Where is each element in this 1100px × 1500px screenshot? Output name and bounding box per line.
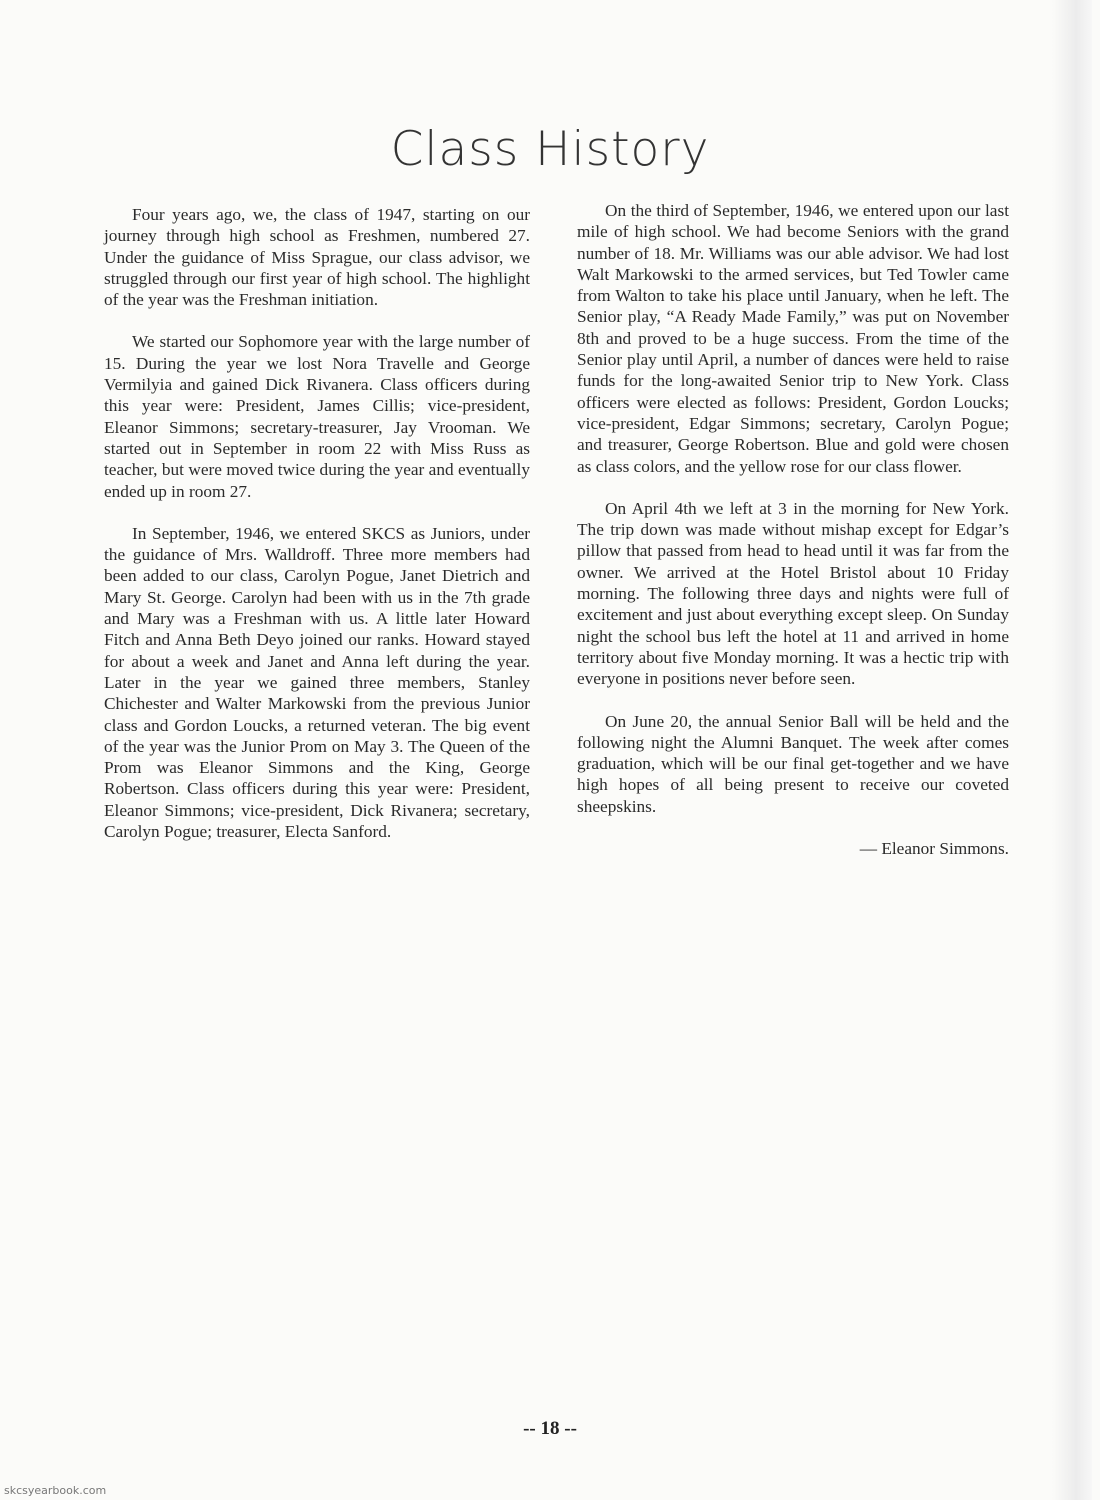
paragraph-junior: In September, 1946, we entered SKCS as Juniors, under the guidance of Mrs. Walldroff. Three more members had been added to our class, Carolyn Pogue, Janet Dietrich and Mary St. George. Carolyn had been with us in the 7th grade and Mary was a Freshman with us. A little later Howard Fitch and Anna Beth Deyo joined our ranks. Howard stayed for about a week and Janet and Anna left during the year. Later in the year we gained three members, Stanley Chichester and Walter Markowski from the previous Junior class and Gordon Loucks, a returned veteran. The big event of the year was the Junior Prom on May 3. The Queen of the Prom was Eleanor Simmons and the King, George Robertson. Class officers during this year were: President, Eleanor Simmons; vice-president, Dick Rivanera; secretary, Carolyn Pogue; treasurer, Electa Sanford.	[104, 523, 530, 842]
paragraph-senior: On the third of September, 1946, we entered upon our last mile of high school. We had become Seniors with the grand number of 18. Mr. Williams was our able advisor. We had lost Walt Markowski to the armed services, but Ted Towler came from Walton to take his place until January, when he left. The Senior play, “A Ready Made Family,” was put on November 8th and proved to be a huge success. From the time of the Senior play until April, a number of dances were held to raise funds for the long-awaited Senior trip to New York. Class officers were elected as follows: President, Gordon Loucks; vice-president, Edgar Simmons; secretary, Carolyn Pogue; and treasurer, George Robertson. Blue and gold were chosen as class colors, and the yellow rose for our class flower.	[577, 201, 1009, 476]
page-number: -- 18 --	[523, 1418, 577, 1439]
paragraph-graduation: On June 20, the annual Senior Ball will be held and the following night the Alumni Banquet. The week after comes graduation, which will be our final get-together and we have high hopes of all being present to receive our coveted sheepskins.	[577, 711, 1009, 816]
paragraph-sophomore: We started our Sophomore year with the large number of 15. During the year we lost Nora Travelle and George Vermilyia and gained Dick Rivanera. Class officers during this year were: President, James Cillis; vice-president, Eleanor Simmons; secretary-treasurer, Jay Vrooman. We started out in September in room 22 with Miss Russ as teacher, but were moved twice during the year and eventually ended up in room 27.	[104, 332, 530, 501]
site-watermark: skcsyearbook.com	[4, 1484, 107, 1497]
paragraph-freshman: Four years ago, we, the class of 1947, starting on our journey through high school as Freshmen, numbered 27. Under the guidance of Miss Sprague, our class advisor, we struggled through our first year of high school. The highlight of the year was the Freshman initiation.	[104, 205, 530, 310]
right-column	[577, 200, 1009, 880]
paragraph-new-york-trip: On April 4th we left at 3 in the morning for New York. The trip down was made without mishap except for Edgar’s pillow that passed from head to head until it was far from the owner. We arrived at the Hotel Bristol about 10 Friday morning. The following three days and nights were full of excitement and just about everything except sleep. On Sunday night the school bus left the hotel at 11 and arrived in home territory about five Monday morning. It was a hectic trip with everyone in positions never before seen.	[577, 498, 1009, 689]
author-signature: — Eleanor Simmons.	[859, 839, 1009, 859]
scan-edge-shadow	[1052, 0, 1092, 1500]
page-title: Class History	[390, 122, 710, 177]
left-column	[104, 204, 530, 863]
